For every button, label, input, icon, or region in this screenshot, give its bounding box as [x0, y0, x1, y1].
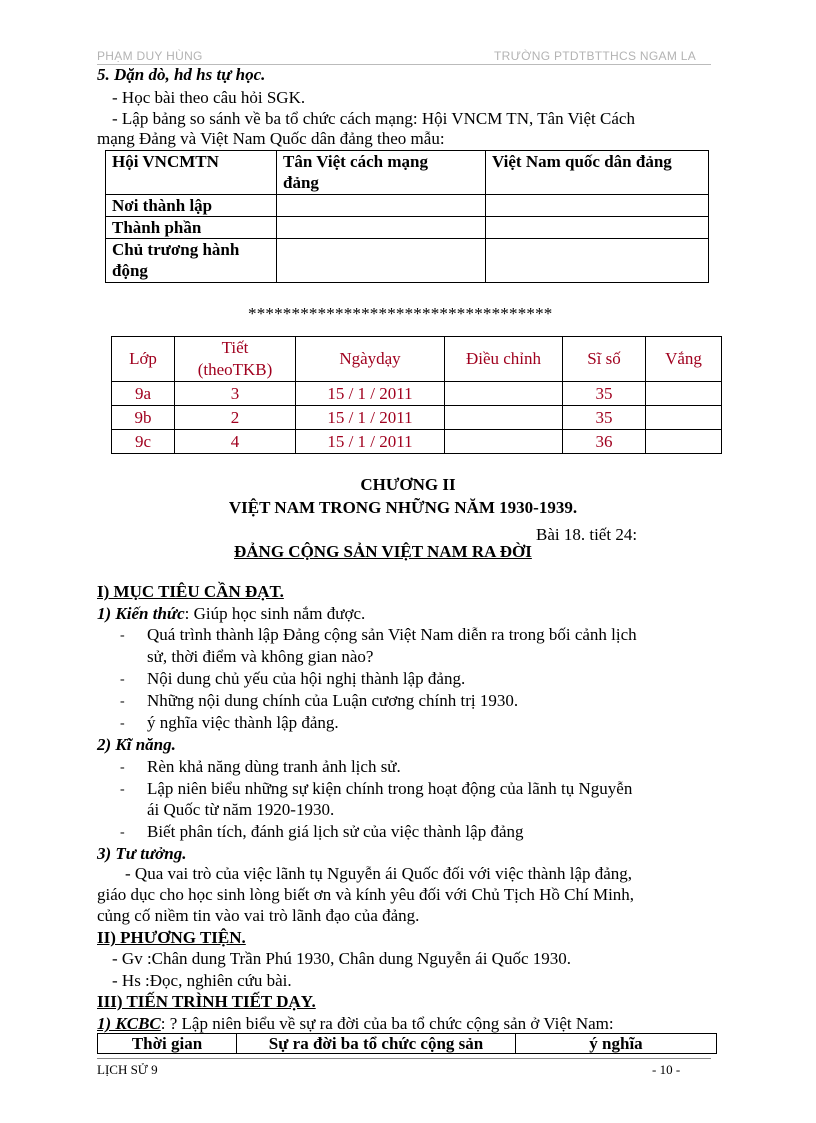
comparison-header-1: Hội VNCMTN [106, 151, 277, 195]
comparison-table [105, 150, 709, 283]
cell-class: 9a [112, 382, 175, 406]
thought-line-1: - Qua vai trò của việc lãnh tụ Nguyễn ái Quốc đối với việc thành lập đảng, [125, 864, 633, 883]
table-row [112, 406, 722, 430]
separator: *********************************** [248, 304, 553, 323]
means-line-2: - Hs :Đọc, nghiên cứu bài. [112, 971, 292, 990]
means-line-1: - Gv :Chân dung Trần Phú 1930, Chân dung Nguyễn ái Quốc 1930. [112, 949, 571, 968]
kcbc-text: : ? Lập niên biểu về sự ra đời của ba tổ chức cộng sản ở Việt Nam: [160, 1014, 614, 1033]
skill-item-3: Biết phân tích, đánh giá lịch sử của việc thành lập đảng [147, 822, 524, 841]
comparison-header-3: Việt Nam quốc dân đảng [486, 151, 709, 195]
timeline-table [97, 1033, 717, 1054]
schedule-header-period-2: (theoTKB) [197, 360, 273, 379]
kcbc-line [97, 1013, 614, 1034]
bullet-dash: - [120, 716, 125, 731]
comparison-header-2b: đảng [283, 173, 319, 192]
means-heading: II) PHƯƠNG TIỆN. [97, 928, 246, 947]
comparison-row-3b: động [112, 261, 148, 280]
table-row [112, 430, 722, 454]
footer-subject: LỊCH SỬ 9 [97, 1062, 158, 1077]
knowledge-item-2: Nội dung chủ yếu của hội nghị thành lập đảng. [147, 669, 466, 688]
cell-date: 15 / 1 / 2011 [296, 430, 445, 454]
cell-size: 36 [563, 430, 646, 454]
bullet-dash: - [120, 628, 125, 643]
knowledge-text: : Giúp học sinh nắm được. [184, 604, 366, 623]
page-number: - 10 - [652, 1062, 681, 1077]
schedule-header-class: Lớp [112, 337, 175, 382]
homework-line-2a: - Lập bảng so sánh về ba tổ chức cách mạng: Hội VNCM TN, Tân Việt Cách [112, 109, 635, 128]
bullet-dash: - [120, 694, 125, 709]
bullet-dash: - [120, 782, 125, 797]
chapter-label: CHƯƠNG II [360, 475, 456, 494]
chapter-title: VIỆT NAM TRONG NHỮNG NĂM 1930-1939. [228, 498, 578, 517]
comparison-row-3 [106, 239, 277, 283]
schedule-header-absent: Vắng [646, 337, 722, 382]
comparison-header-2 [277, 151, 486, 195]
cell-size: 35 [563, 382, 646, 406]
thought-line-3: củng cố niềm tin vào vai trò lãnh đạo của đảng. [97, 906, 420, 925]
cell-period: 3 [175, 382, 296, 406]
cell-class: 9c [112, 430, 175, 454]
schedule-header-adjust: Điều chỉnh [445, 337, 563, 382]
knowledge-item-1a: Quá trình thành lập Đảng cộng sản Việt Nam diễn ra trong bối cảnh lịch [147, 625, 637, 644]
table-row [112, 382, 722, 406]
thought-line-2: giáo dục cho học sinh lòng biết ơn và kính yêu đối với Chủ Tịch Hồ Chí Minh, [97, 885, 635, 904]
comparison-row-3a: Chủ trương hành [112, 240, 240, 259]
comparison-row-2: Thành phần [106, 217, 277, 239]
timeline-header-meaning: ý nghĩa [516, 1034, 717, 1054]
homework-line-2b: mạng Đảng và Việt Nam Quốc dân đảng theo mẫu: [97, 129, 445, 148]
schedule-header-size: Sĩ số [563, 337, 646, 382]
header-author: PHẠM DUY HÙNG [97, 49, 203, 63]
schedule-table [111, 336, 722, 454]
footer-rule [97, 1058, 711, 1059]
skill-item-1: Rèn khả năng dùng tranh ảnh lịch sử. [147, 757, 401, 776]
lesson-number: Bài 18. tiết 24: [536, 525, 638, 544]
homework-line-1: - Học bài theo câu hỏi SGK. [112, 88, 306, 107]
skill-item-2a: Lập niên biểu những sự kiện chính trong hoạt động của lãnh tụ Nguyễn [147, 779, 633, 798]
objectives-heading: I) MỤC TIÊU CẦN ĐẠT. [97, 582, 284, 601]
knowledge-item-4: ý nghĩa việc thành lập đảng. [147, 713, 339, 732]
timeline-header-time: Thời gian [98, 1034, 237, 1054]
cell-size: 35 [563, 406, 646, 430]
kcbc-label: 1) KCBC [97, 1014, 161, 1033]
comparison-header-2a: Tân Việt cách mạng [283, 152, 428, 171]
bullet-dash: - [120, 672, 125, 687]
lesson-title: ĐẢNG CỘNG SẢN VIỆT NAM RA ĐỜI [234, 542, 532, 561]
bullet-dash: - [120, 825, 125, 840]
cell-date: 15 / 1 / 2011 [296, 382, 445, 406]
cell-period: 2 [175, 406, 296, 430]
homework-title: 5. Dặn dò, hd hs tự học. [97, 65, 266, 84]
bullet-dash: - [120, 760, 125, 775]
thought-label: 3) Tư tưởng. [97, 844, 187, 863]
knowledge-label: 1) Kiến thức [97, 604, 185, 623]
schedule-header-period-1: Tiết [221, 338, 249, 357]
knowledge-line [97, 603, 365, 624]
cell-date: 15 / 1 / 2011 [296, 406, 445, 430]
cell-class: 9b [112, 406, 175, 430]
schedule-header-date: Ngàydạy [296, 337, 445, 382]
skill-item-2b: ái Quốc từ năm 1920-1930. [147, 800, 335, 819]
comparison-row-1: Nơi thành lập [106, 195, 277, 217]
timeline-header-event: Sự ra đời ba tổ chức cộng sản [237, 1034, 516, 1054]
skills-label: 2) Kĩ năng. [97, 735, 176, 754]
process-heading: III) TIẾN TRÌNH TIẾT DẠY. [97, 992, 316, 1011]
knowledge-item-3: Những nội dung chính của Luận cương chính trị 1930. [147, 691, 519, 710]
header-school: TRƯỜNG PTDTBTTHCS NGAM LA [494, 49, 697, 63]
knowledge-item-1b: sử, thời điểm và không gian nào? [147, 647, 374, 666]
schedule-header-period [175, 337, 296, 382]
cell-period: 4 [175, 430, 296, 454]
